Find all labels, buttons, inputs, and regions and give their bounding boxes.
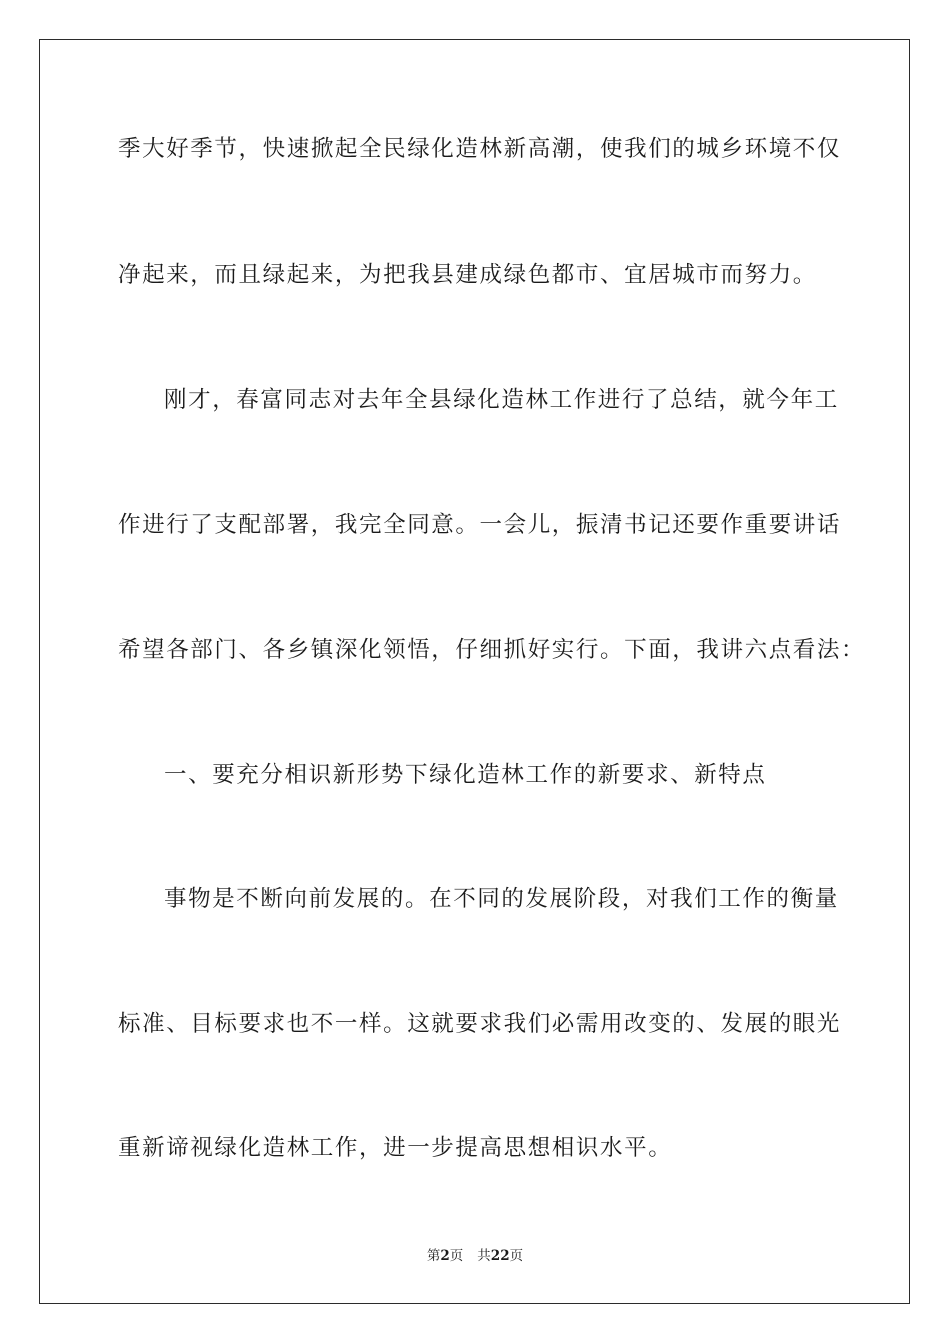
total-suffix: 页 xyxy=(509,1248,524,1264)
text-line: 季大好季节，快速掀起全民绿化造林新高潮，使我们的城乡环境不仅 xyxy=(118,136,842,162)
paragraph-first-line: 事物是不断向前发展的。在不同的发展阶段，对我们工作的衡量 xyxy=(164,886,839,912)
page-border xyxy=(39,39,910,1304)
page-number: 2 xyxy=(440,1248,450,1264)
text-line: 作进行了支配部署，我完全同意。一会儿，振清书记还要作重要讲话 xyxy=(118,512,842,538)
text-line: 重新谛视绿化造林工作，进一步提高思想相识水平。 xyxy=(118,1135,673,1161)
paragraph-first-line: 刚才，春富同志对去年全县绿化造林工作进行了总结，就今年工 xyxy=(164,387,839,413)
total-prefix: 共 xyxy=(477,1248,491,1264)
page-suffix: 页 xyxy=(449,1248,464,1264)
text-line: 希望各部门、各乡镇深化领悟，仔细抓好实行。下面，我讲六点看法： xyxy=(118,637,866,663)
text-line: 净起来，而且绿起来，为把我县建成绿色都市、宜居城市而努力。 xyxy=(118,262,817,288)
total-pages: 22 xyxy=(490,1248,510,1264)
section-heading: 一、要充分相识新形势下绿化造林工作的新要求、新特点 xyxy=(164,762,767,788)
text-line: 标准、目标要求也不一样。这就要求我们必需用改变的、发展的眼光 xyxy=(118,1011,842,1037)
page-footer xyxy=(0,1247,950,1265)
page-prefix: 第 xyxy=(426,1248,441,1264)
